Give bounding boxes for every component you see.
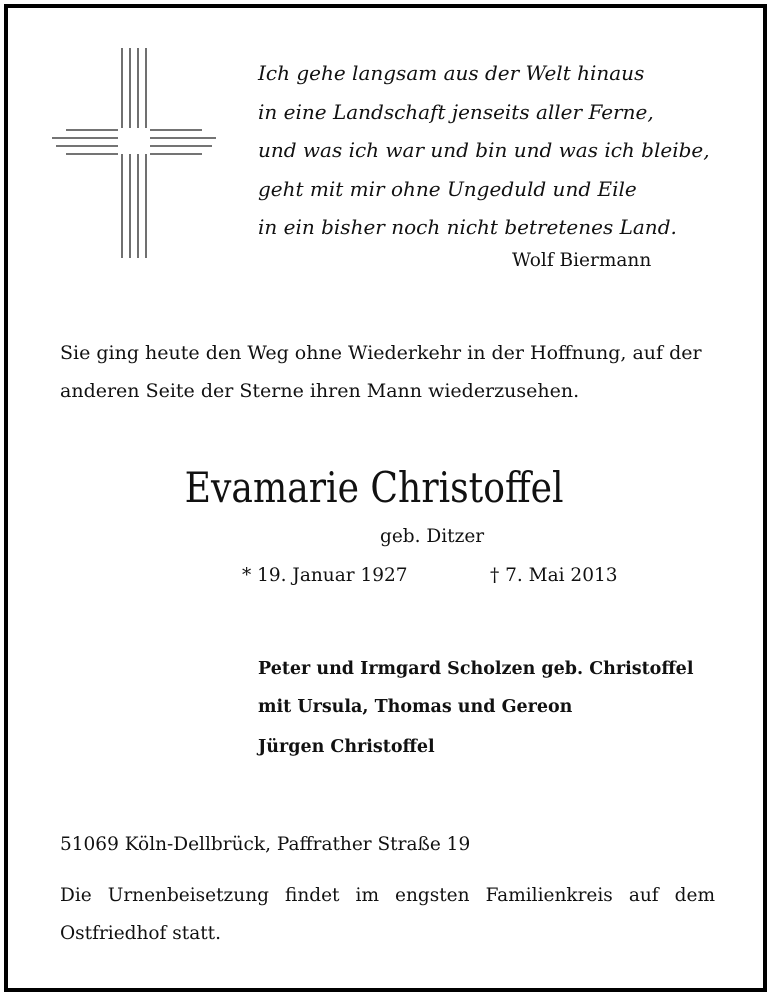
intro-line-2: anderen Seite der Sterne ihren Mann wiederzusehen. <box>60 380 580 402</box>
intro-text <box>60 334 702 410</box>
mourner-line-1: Peter und Irmgard Scholzen geb. Christoffel <box>258 659 694 679</box>
poem-line-3: und was ich war und bin und was ich bleibe, <box>258 138 710 162</box>
poem-line-5: in ein bisher noch nicht betretenes Land. <box>258 215 677 239</box>
poem <box>258 54 728 247</box>
death-date: † 7. Mai 2013 <box>490 565 618 586</box>
notice-line-2: Ostfriedhof statt. <box>60 923 221 944</box>
poem-line-1: Ich gehe langsam aus der Welt hinaus <box>258 61 645 85</box>
mourner-line-2: mit Ursula, Thomas und Gereon <box>258 697 573 717</box>
intro-line-1: Sie ging heute den Weg ohne Wiederkehr in der Hoffnung, auf der <box>60 342 702 364</box>
mourner-line-3: Jürgen Christoffel <box>258 737 435 757</box>
notice-line-1: Die Urnenbeisetzung findet im engsten Familienkreis auf dem <box>60 885 715 906</box>
deceased-name: Evamarie Christoffel <box>184 463 564 512</box>
cross-icon <box>52 48 216 258</box>
mourners-list <box>258 652 693 764</box>
poem-line-4: geht mit mir ohne Ungeduld und Eile <box>258 176 637 201</box>
birth-date: * 19. Januar 1927 <box>242 565 408 586</box>
poem-author: Wolf Biermann <box>512 250 652 271</box>
poem-line-2: in eine Landschaft jenseits aller Ferne, <box>258 99 654 124</box>
maiden-name: geb. Ditzer <box>380 526 485 547</box>
address: 51069 Köln-Dellbrück, Paffrather Straße 19 <box>60 834 471 855</box>
burial-notice <box>60 877 715 953</box>
